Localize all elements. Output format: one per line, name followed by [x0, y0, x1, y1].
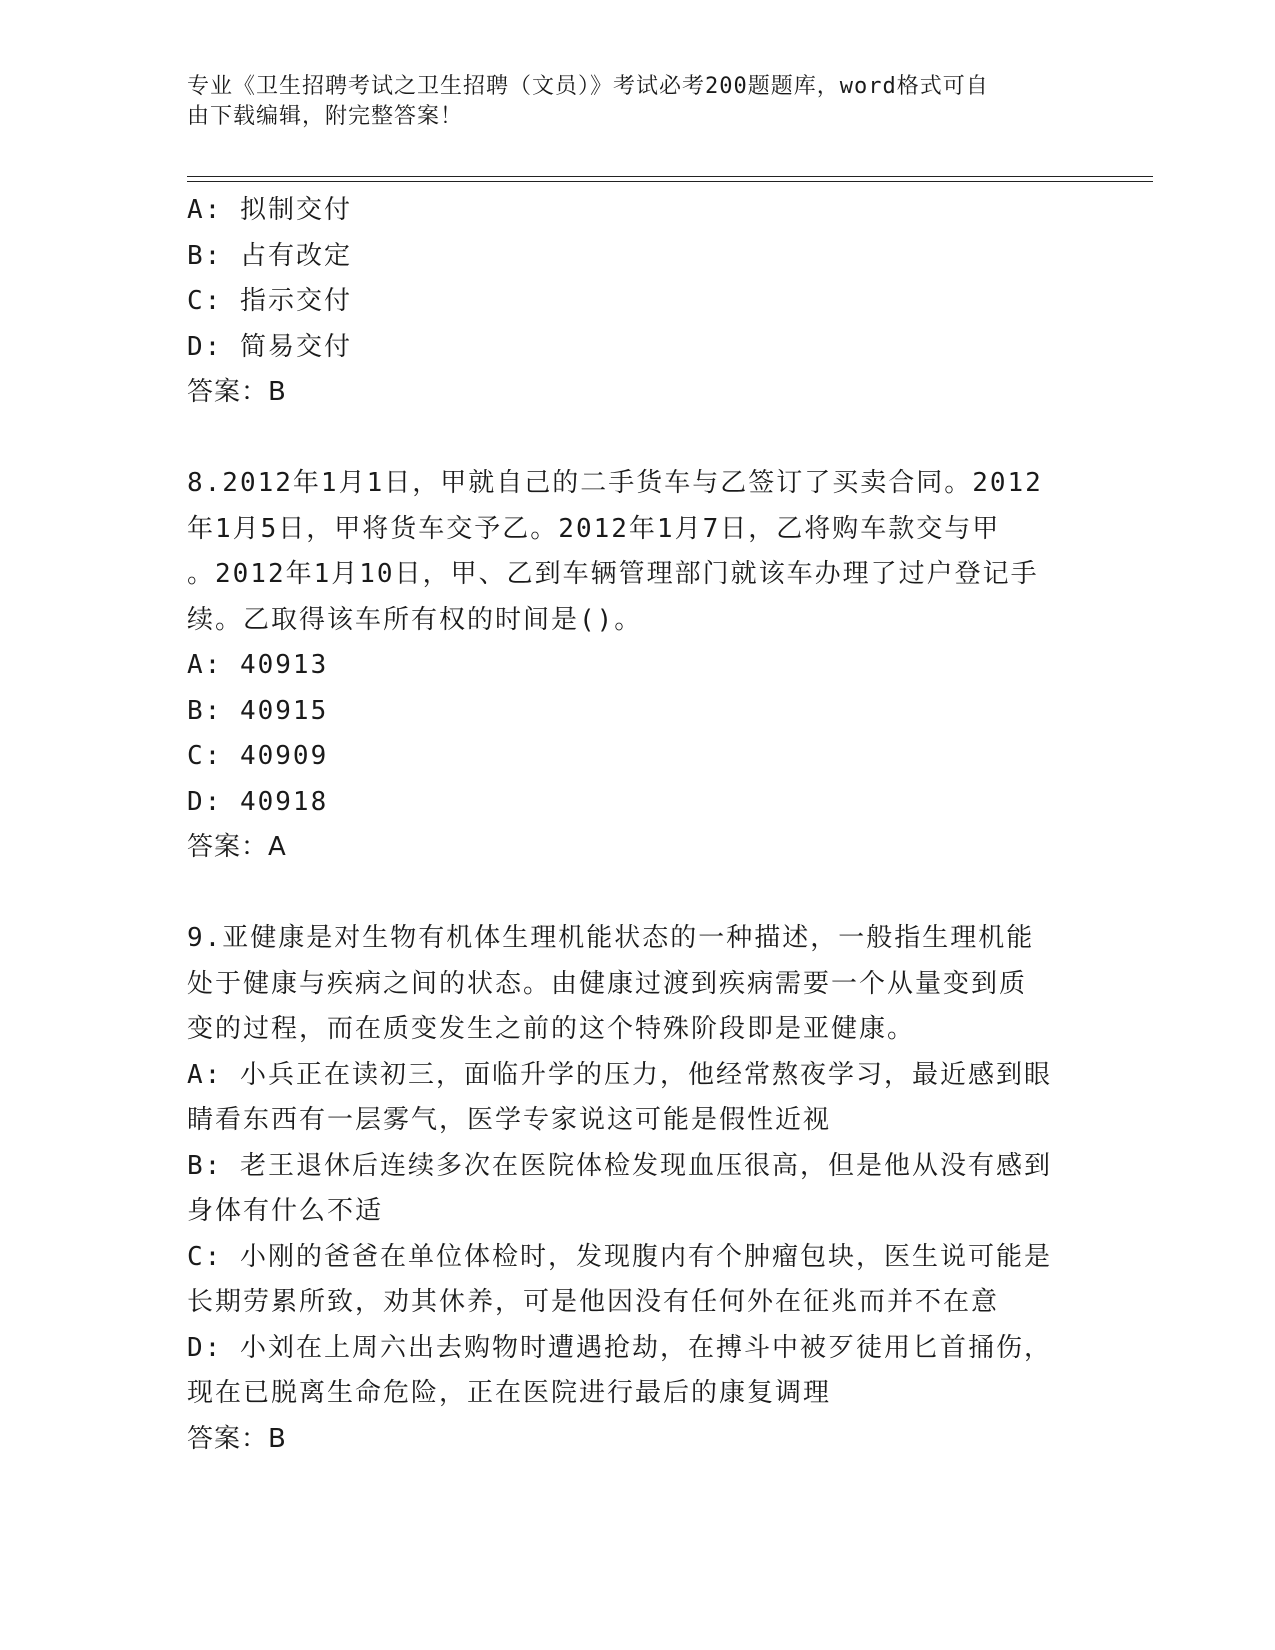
question-stem-line: 续。乙取得该车所有权的时间是()。	[187, 604, 643, 635]
answer-line: 答案：A	[187, 832, 287, 862]
option-b: B: 40915	[187, 695, 329, 726]
document-header	[187, 72, 1087, 132]
option-d: D: 简易交付	[187, 331, 352, 362]
spacer	[187, 416, 1087, 462]
header-line-1: 专业《卫生招聘考试之卫生招聘（文员）》考试必考200题题库，word格式可自	[187, 74, 989, 99]
spacer	[187, 871, 1087, 917]
header-divider-top	[187, 176, 1153, 177]
option-c-line: C: 小刚的爸爸在单位体检时，发现腹内有个肿瘤包块，医生说可能是	[187, 1241, 1052, 1272]
question-8	[187, 461, 1087, 871]
question-stem-line: 变的过程，而在质变发生之前的这个特殊阶段即是亚健康。	[187, 1014, 916, 1044]
question-content	[187, 188, 1087, 1462]
option-a: A: 40913	[187, 650, 329, 680]
option-a: A: 拟制交付	[187, 195, 352, 225]
question-stem-line: 年1月5日，甲将货车交予乙。2012年1月7日，乙将购车款交与甲	[187, 513, 1001, 544]
option-b-line: 身体有什么不适	[187, 1196, 384, 1226]
option-d-line: D: 小刘在上周六出去购物时遭遇抢劫，在搏斗中被歹徒用匕首捅伤，	[187, 1332, 1052, 1363]
question-stem-line: 8.2012年1月1日，甲就自己的二手货车与乙签订了买卖合同。2012	[187, 468, 1043, 498]
option-d-line: 现在已脱离生命危险，正在医院进行最后的康复调理	[187, 1378, 832, 1408]
header-divider-bottom	[187, 181, 1153, 182]
question-stem-line: 9.亚健康是对生物有机体生理机能状态的一种描述，一般指生理机能	[187, 923, 1035, 953]
option-c: C: 指示交付	[187, 286, 352, 316]
question-stem-line: 。2012年1月10日，甲、乙到车辆管理部门就该车办理了过户登记手	[187, 559, 1039, 589]
option-a-line: 睛看东西有一层雾气，医学专家说这可能是假性近视	[187, 1105, 832, 1135]
option-c: C: 40909	[187, 741, 329, 771]
question-stem-line: 处于健康与疾病之间的状态。由健康过渡到疾病需要一个从量变到质	[187, 968, 1028, 999]
answer-line: 答案：B	[187, 1423, 287, 1454]
header-line-2: 由下载编辑，附完整答案！	[187, 104, 464, 129]
question-7	[187, 188, 1087, 416]
option-a-line: A: 小兵正在读初三，面临升学的压力，他经常熬夜学习，最近感到眼	[187, 1059, 1052, 1090]
option-b: B: 占有改定	[187, 240, 352, 271]
option-b-line: B: 老王退休后连续多次在医院体检发现血压很高，但是他从没有感到	[187, 1150, 1052, 1181]
option-c-line: 长期劳累所致，劝其休养，可是他因没有任何外在征兆而并不在意	[187, 1287, 1000, 1317]
question-9	[187, 916, 1087, 1462]
option-d: D: 40918	[187, 786, 329, 817]
answer-line: 答案：B	[187, 377, 287, 407]
